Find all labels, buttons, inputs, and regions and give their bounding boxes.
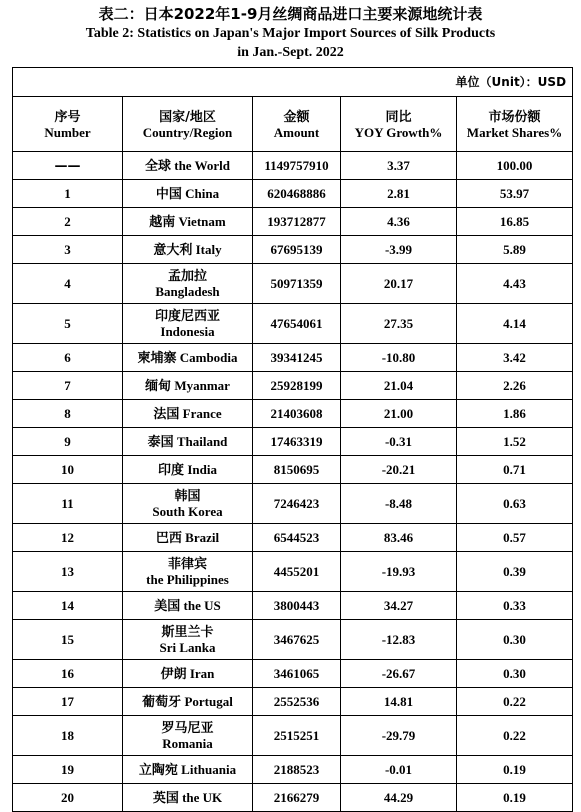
table-row [13, 344, 573, 372]
cell-yoy: 2.81 [341, 180, 457, 208]
cell-share: 16.85 [457, 208, 573, 236]
cell-share: 1.86 [457, 400, 573, 428]
cell-share: 0.57 [457, 524, 573, 552]
cell-yoy: 20.17 [341, 264, 457, 304]
cell-country: 葡萄牙 Portugal [123, 688, 253, 716]
cell-yoy: -29.79 [341, 716, 457, 756]
table-row [13, 152, 573, 180]
cell-share: 0.22 [457, 688, 573, 716]
cell-share: 0.22 [457, 716, 573, 756]
cell-number: 10 [13, 456, 123, 484]
import-sources-table [12, 67, 573, 812]
cell-yoy: -26.67 [341, 660, 457, 688]
cell-yoy: -20.21 [341, 456, 457, 484]
header-country: 国家/地区 Country/Region [123, 97, 253, 152]
cell-country: 韩国 South Korea [123, 484, 253, 524]
cell-number: 5 [13, 304, 123, 344]
cell-yoy: -0.01 [341, 756, 457, 784]
cell-amount: 25928199 [253, 372, 341, 400]
header-amount: 金额 Amount [253, 97, 341, 152]
cell-number: 15 [13, 620, 123, 660]
cell-amount: 17463319 [253, 428, 341, 456]
cell-yoy: 34.27 [341, 592, 457, 620]
table-row [13, 716, 573, 756]
cell-amount: 21403608 [253, 400, 341, 428]
cell-yoy: -19.93 [341, 552, 457, 592]
cell-yoy: 83.46 [341, 524, 457, 552]
cell-share: 0.19 [457, 784, 573, 812]
cell-country: 立陶宛 Lithuania [123, 756, 253, 784]
table-row [13, 784, 573, 812]
cell-number: 13 [13, 552, 123, 592]
unit-row [13, 68, 573, 97]
cell-country: 英国 the UK [123, 784, 253, 812]
cell-number: 6 [13, 344, 123, 372]
table-row [13, 620, 573, 660]
table-row [13, 264, 573, 304]
table-row [13, 484, 573, 524]
cell-country: 柬埔寨 Cambodia [123, 344, 253, 372]
header-yoy: 同比 YOY Growth% [341, 97, 457, 152]
cell-amount: 2552536 [253, 688, 341, 716]
cell-number: 17 [13, 688, 123, 716]
table-title-chinese: 表二：日本2022年1-9月丝绸商品进口主要来源地统计表 [98, 5, 483, 23]
cell-share: 2.26 [457, 372, 573, 400]
cell-yoy: -8.48 [341, 484, 457, 524]
cell-country: 意大利 Italy [123, 236, 253, 264]
cell-amount: 7246423 [253, 484, 341, 524]
table-row [13, 756, 573, 784]
cell-amount: 2166279 [253, 784, 341, 812]
cell-amount: 3467625 [253, 620, 341, 660]
cell-share: 0.39 [457, 552, 573, 592]
table-row [13, 372, 573, 400]
cell-yoy: 27.35 [341, 304, 457, 344]
cell-country: 印度尼西亚 Indonesia [123, 304, 253, 344]
cell-yoy: -3.99 [341, 236, 457, 264]
cell-amount: 6544523 [253, 524, 341, 552]
cell-yoy: 14.81 [341, 688, 457, 716]
cell-country: 巴西 Brazil [123, 524, 253, 552]
cell-number: 3 [13, 236, 123, 264]
cell-yoy: 21.00 [341, 400, 457, 428]
cell-number: 18 [13, 716, 123, 756]
cell-country: 法国 France [123, 400, 253, 428]
cell-country: 中国 China [123, 180, 253, 208]
header-share: 市场份额 Market Shares% [457, 97, 573, 152]
cell-amount: 1149757910 [253, 152, 341, 180]
cell-country: 越南 Vietnam [123, 208, 253, 236]
cell-country: 美国 the US [123, 592, 253, 620]
cell-share: 4.43 [457, 264, 573, 304]
unit-label: 单位（Unit）：USD [13, 68, 573, 97]
cell-amount: 8150695 [253, 456, 341, 484]
cell-share: 3.42 [457, 344, 573, 372]
table-row [13, 524, 573, 552]
cell-yoy: -12.83 [341, 620, 457, 660]
table-row [13, 552, 573, 592]
cell-number: —— [13, 152, 123, 180]
cell-country: 伊朗 Iran [123, 660, 253, 688]
cell-number: 12 [13, 524, 123, 552]
cell-yoy: 4.36 [341, 208, 457, 236]
header-number: 序号 Number [13, 97, 123, 152]
cell-yoy: -10.80 [341, 344, 457, 372]
cell-amount: 39341245 [253, 344, 341, 372]
cell-amount: 3800443 [253, 592, 341, 620]
cell-country: 罗马尼亚 Romania [123, 716, 253, 756]
cell-country: 斯里兰卡 Sri Lanka [123, 620, 253, 660]
cell-number: 8 [13, 400, 123, 428]
cell-share: 0.30 [457, 620, 573, 660]
cell-yoy: 21.04 [341, 372, 457, 400]
cell-yoy: 44.29 [341, 784, 457, 812]
table-row [13, 456, 573, 484]
cell-amount: 193712877 [253, 208, 341, 236]
cell-number: 4 [13, 264, 123, 304]
cell-share: 0.30 [457, 660, 573, 688]
cell-share: 100.00 [457, 152, 573, 180]
cell-share: 4.14 [457, 304, 573, 344]
table-row [13, 208, 573, 236]
table-row [13, 236, 573, 264]
cell-country: 孟加拉 Bangladesh [123, 264, 253, 304]
cell-number: 14 [13, 592, 123, 620]
cell-yoy: -0.31 [341, 428, 457, 456]
table-row [13, 304, 573, 344]
cell-country: 泰国 Thailand [123, 428, 253, 456]
cell-number: 19 [13, 756, 123, 784]
cell-amount: 47654061 [253, 304, 341, 344]
cell-share: 5.89 [457, 236, 573, 264]
table-title-english: Table 2: Statistics on Japan's Major Import Sources of Silk Products [85, 26, 496, 41]
table-row [13, 592, 573, 620]
cell-country: 菲律宾 the Philippines [123, 552, 253, 592]
cell-share: 53.97 [457, 180, 573, 208]
cell-number: 20 [13, 784, 123, 812]
table-row [13, 688, 573, 716]
cell-number: 7 [13, 372, 123, 400]
cell-yoy: 3.37 [341, 152, 457, 180]
table-row [13, 180, 573, 208]
cell-number: 11 [13, 484, 123, 524]
table-row [13, 660, 573, 688]
cell-amount: 67695139 [253, 236, 341, 264]
cell-share: 0.63 [457, 484, 573, 524]
table-row [13, 400, 573, 428]
cell-number: 9 [13, 428, 123, 456]
cell-country: 印度 India [123, 456, 253, 484]
cell-number: 1 [13, 180, 123, 208]
cell-amount: 2515251 [253, 716, 341, 756]
cell-share: 0.33 [457, 592, 573, 620]
header-row [13, 97, 573, 152]
cell-amount: 620468886 [253, 180, 341, 208]
cell-number: 2 [13, 208, 123, 236]
cell-share: 1.52 [457, 428, 573, 456]
cell-amount: 4455201 [253, 552, 341, 592]
cell-country: 缅甸 Myanmar [123, 372, 253, 400]
cell-amount: 2188523 [253, 756, 341, 784]
cell-share: 0.71 [457, 456, 573, 484]
cell-amount: 50971359 [253, 264, 341, 304]
cell-country: 全球 the World [123, 152, 253, 180]
cell-number: 16 [13, 660, 123, 688]
cell-share: 0.19 [457, 756, 573, 784]
table-row [13, 428, 573, 456]
table-title-english-period: in Jan.-Sept. 2022 [237, 45, 344, 60]
cell-amount: 3461065 [253, 660, 341, 688]
